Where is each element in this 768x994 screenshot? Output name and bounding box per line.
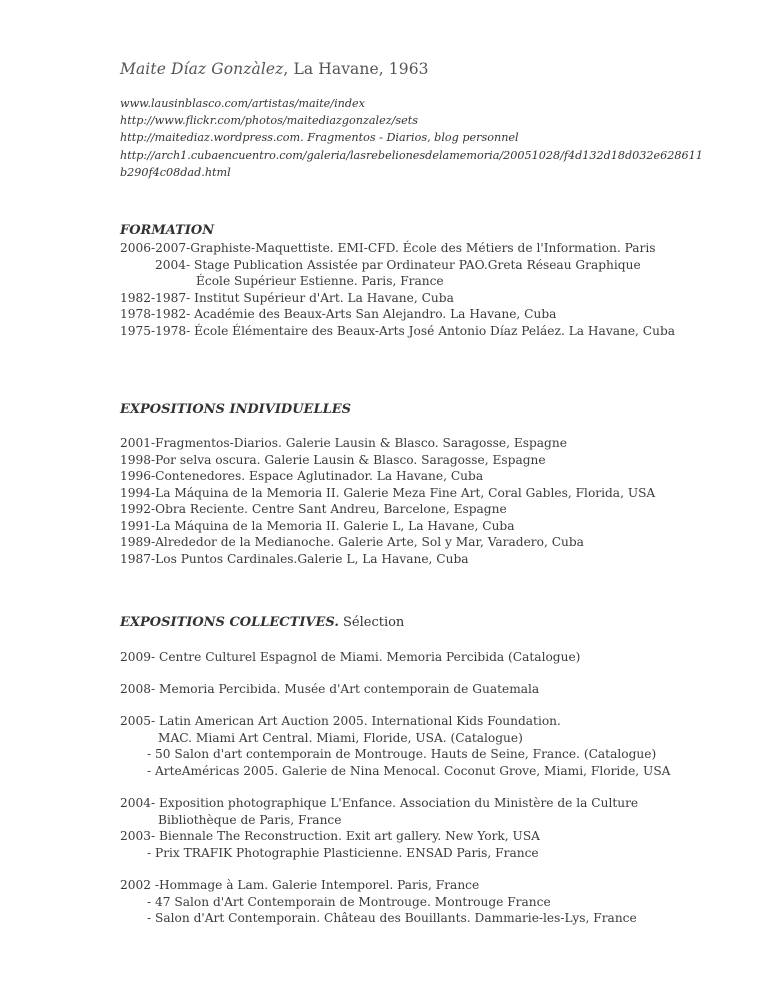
collectives-title: [120, 615, 404, 630]
list-item: 1987-Los Puntos Cardinales.Galerie L, La Havane, Cuba: [120, 551, 469, 566]
links-list: [120, 95, 703, 181]
list-item: 1992-Obra Reciente. Centre Sant Andreu, Barcelone, Espagne: [120, 502, 507, 516]
list-item: 2006-2007-Graphiste-Maquettiste. EMI-CFD. École des Métiers de l'Information. Paris: [120, 241, 656, 255]
list-item: 1994-La Máquina de la Memoria II. Galerie Meza Fine Art, Coral Gables, Florida, USA: [120, 485, 656, 500]
list-item: - 50 Salon d'art contemporain de Montrouge. Hauts de Seine, France. (Catalogue): [147, 747, 657, 761]
list-item: 2004- Stage Publication Assistée par Ordinateur PAO.Greta Réseau Graphique: [155, 257, 641, 272]
list-item: - Prix TRAFIK Photographie Plasticienne. ENSAD Paris, France: [147, 845, 539, 860]
artist-origin: , La Havane, 1963: [283, 60, 429, 78]
list-item: 2004- Exposition photographique L'Enfance. Association du Ministère de la Culture: [120, 796, 639, 810]
list-item: - 47 Salon d'Art Contemporain de Montrouge. Montrouge France: [147, 894, 551, 909]
link-lausinblasco[interactable]: www.lausinblasco.com/artistas/maite/index: [120, 97, 365, 110]
list-item: 1998-Por selva oscura. Galerie Lausin & Blasco. Saragosse, Espagne: [120, 452, 546, 467]
collectives-title-suffix: Sélection: [338, 615, 405, 630]
list-item: 2001-Fragmentos-Diarios. Galerie Lausin & Blasco. Saragosse, Espagne: [120, 436, 567, 450]
collectives-title-text: EXPOSITIONS COLLECTIVES.: [120, 615, 339, 630]
collectives-2005: [120, 713, 670, 779]
list-item: 1975-1978- École Élémentaire des Beaux-Arts José Antonio Díaz Peláez. La Havane, Cuba: [120, 323, 676, 338]
list-item: 1989-Alrededor de la Medianoche. Galerie Arte, Sol y Mar, Varadero, Cuba: [120, 535, 584, 549]
collectives-2008: [120, 681, 539, 698]
list-item: 2002 -Hommage à Lam. Galerie Intemporel. Paris, France: [120, 878, 480, 892]
list-item: - ArteAméricas 2005. Galerie de Nina Menocal. Coconut Grove, Miami, Floride, USA: [147, 763, 671, 778]
individuelles-list: [120, 435, 655, 567]
list-item: 1996-Contenedores. Espace Aglutinador. La Havane, Cuba: [120, 469, 484, 483]
link-wordpress[interactable]: http://maitediaz.wordpress.com. Fragmentos - Diarios, blog personnel: [120, 131, 519, 145]
collectives-2004-2003: [120, 795, 638, 861]
list-item: 2009- Centre Culturel Espagnol de Miami. Memoria Percibida (Catalogue): [120, 650, 581, 664]
individuelles-title: EXPOSITIONS INDIVIDUELLES: [120, 402, 352, 417]
list-item: 1982-1987- Institut Supérieur d'Art. La Havane, Cuba: [120, 290, 454, 305]
list-item: 1991-La Máquina de la Memoria II. Galerie L, La Havane, Cuba: [120, 518, 515, 533]
list-item: École Supérieur Estienne. Paris, France: [196, 274, 444, 288]
list-item: 2005- Latin American Art Auction 2005. International Kids Foundation.: [120, 714, 561, 728]
list-item: 2003- Biennale The Reconstruction. Exit art gallery. New York, USA: [120, 829, 540, 843]
link-cubaencuentro[interactable]: http://arch1.cubaencuentro.com/galeria/lasrebelionesdelamemoria/20051028/f4d132d18d032e628611: [120, 148, 703, 162]
formation-list: [120, 240, 675, 339]
link-cubaencuentro-cont[interactable]: b290f4c08dad.html: [120, 165, 231, 179]
link-flickr[interactable]: http://www.flickr.com/photos/maitediazgonzalez/sets: [120, 114, 419, 128]
collectives-2002: [120, 877, 637, 927]
formation-title: FORMATION: [120, 223, 215, 238]
collectives-2009: [120, 649, 580, 666]
list-item: MAC. Miami Art Central. Miami, Floride, USA. (Catalogue): [158, 730, 523, 745]
list-item: 1978-1982- Académie des Beaux-Arts San Alejandro. La Havane, Cuba: [120, 307, 557, 321]
list-item: - Salon d'Art Contemporain. Château des Bouillants. Dammarie-les-Lys, France: [147, 911, 637, 925]
artist-name: Maite Díaz Gonzàlez: [120, 60, 284, 78]
list-item: 2008- Memoria Percibida. Musée d'Art contemporain de Guatemala: [120, 682, 540, 696]
list-item: Bibliothèque de Paris, France: [158, 812, 342, 827]
cv-header: [120, 60, 429, 78]
